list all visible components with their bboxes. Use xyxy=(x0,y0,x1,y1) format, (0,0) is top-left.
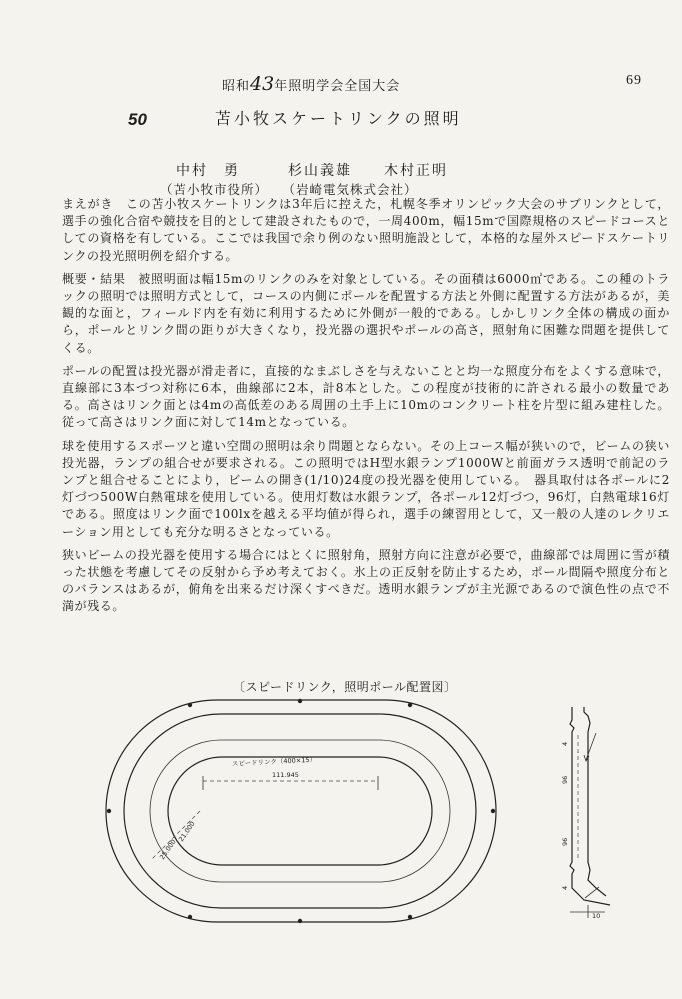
page-number: 69 xyxy=(626,73,642,88)
light-pole xyxy=(408,915,412,919)
cross-section-drawing xyxy=(561,707,610,920)
paper-number: 50 xyxy=(128,110,147,129)
light-pole xyxy=(188,915,192,919)
light-pole xyxy=(298,919,302,923)
paragraph-introduction: まえがき この苫小牧スケートリンクは3年后に控えた，札幌冬季オリンピック大会のサブリンクとして，選手の強化合宿や競技を目的として建設されたもので，一周400m，幅15mで国際規格のスピードコースとしての資格を有している。ここでは我国で余り例のない照明施設として，本格的な屋外スピードスケートリンクの投光照明例を紹介する。 xyxy=(62,197,670,263)
section-dimension: 96 xyxy=(561,837,569,846)
radius-dimension-label-inner: 25.000 xyxy=(158,837,178,862)
light-pole xyxy=(408,703,412,707)
figure-caption: 〔スピードリンク，照明ポール配置図〕 xyxy=(233,680,457,694)
author-names: 中村 勇 杉山義雄 木村正明 xyxy=(176,163,448,179)
rink-label: スピードリンク（400×15） xyxy=(231,755,317,768)
paragraph-overview: 概要・結果 被照明面は幅15mのリンクのみを対象としている。その面積は6000㎡である。この種のトラックの照明では照明方式として，コースの内側にポールを配置する方法と外側に配置する方法があるが，美観的な面と，フィールド内を有効に利用するために外側が一般的である。しかしリンク全体の構成の面から，ポールとリンク間の距りが大きくなり，投光器の選択やポールの高さ，照射角に困難な問題を提供してくる。 xyxy=(62,271,670,355)
section-dimension: 4 xyxy=(561,741,569,746)
light-pole xyxy=(107,809,111,813)
radius-dimension-label: 21.000 xyxy=(177,819,197,844)
light-pole xyxy=(491,809,495,813)
section-dimension: 10 xyxy=(592,912,601,920)
conference-name: 昭和43年照明学会全国大会 xyxy=(222,73,401,95)
length-dimension-label: 111.945 xyxy=(272,771,299,779)
author-affiliations: （苫小牧市役所） （岩崎電気株式会社） xyxy=(160,182,418,197)
paragraph-pole-layout: ポールの配置は投光器が滑走者に，直接的なまぶしさを与えないことと均一な照度分布をよくする意味で，直線部に3本づつ対称に6本，曲線部に2本，計8本とした。この程度が技術的に許される最小の数量である。高さはリンク面とは4mの高低差のある周囲の土手上に10mのコンクリート柱を片型に組み建柱した。従って高さはリンク面に対して14mとなっている。 xyxy=(62,363,670,430)
radius-dimension-line xyxy=(151,811,200,860)
infield xyxy=(168,757,432,865)
section-dimension: 96 xyxy=(561,775,569,784)
rink-outer-edge xyxy=(124,714,476,908)
paragraph-conclusion: 狭いビームの投光器を使用する場合にはとくに照射角，照射方向に注意が必要で，曲線部では周囲に雪が積った状態を考慮してその反射から予め考えておく。氷上の正反射を防止するため，ポール間隔や照度分布とのバランスはあるが，俯角を出来るだけ深くすべきだ。透明水銀ランプが主光源であるので演色性の点で不満が残る。 xyxy=(62,547,670,614)
paper-title: 苫小牧スケートリンクの照明 xyxy=(215,109,462,128)
light-pole xyxy=(298,699,302,703)
light-pole xyxy=(188,703,192,707)
paragraph-luminaires: 球を使用するスポーツと違い空間の照明は余り問題とならない。その上コース幅が狭いので，ビームの狭い投光器，ランプの組合せが要求される。この照明ではH型水銀ランプ1000Wと前面ガラス透明で前記のランプと組合せることにより，ビームの開き(1/10)24度の投光器を使用している。 器具取付は各ポールに2灯づつ500W白熱電球を使用している。使用灯数は水銀ランプ，各ポール12灯づつ，96灯，白熱電球16灯である。照度はリンク面で100lxを越える平均値が得られ，選手の練習用として，又一般の人達のレクリエーション用としても充分な明るさとなっている。 xyxy=(62,438,670,539)
section-dimension: 4 xyxy=(561,885,569,890)
